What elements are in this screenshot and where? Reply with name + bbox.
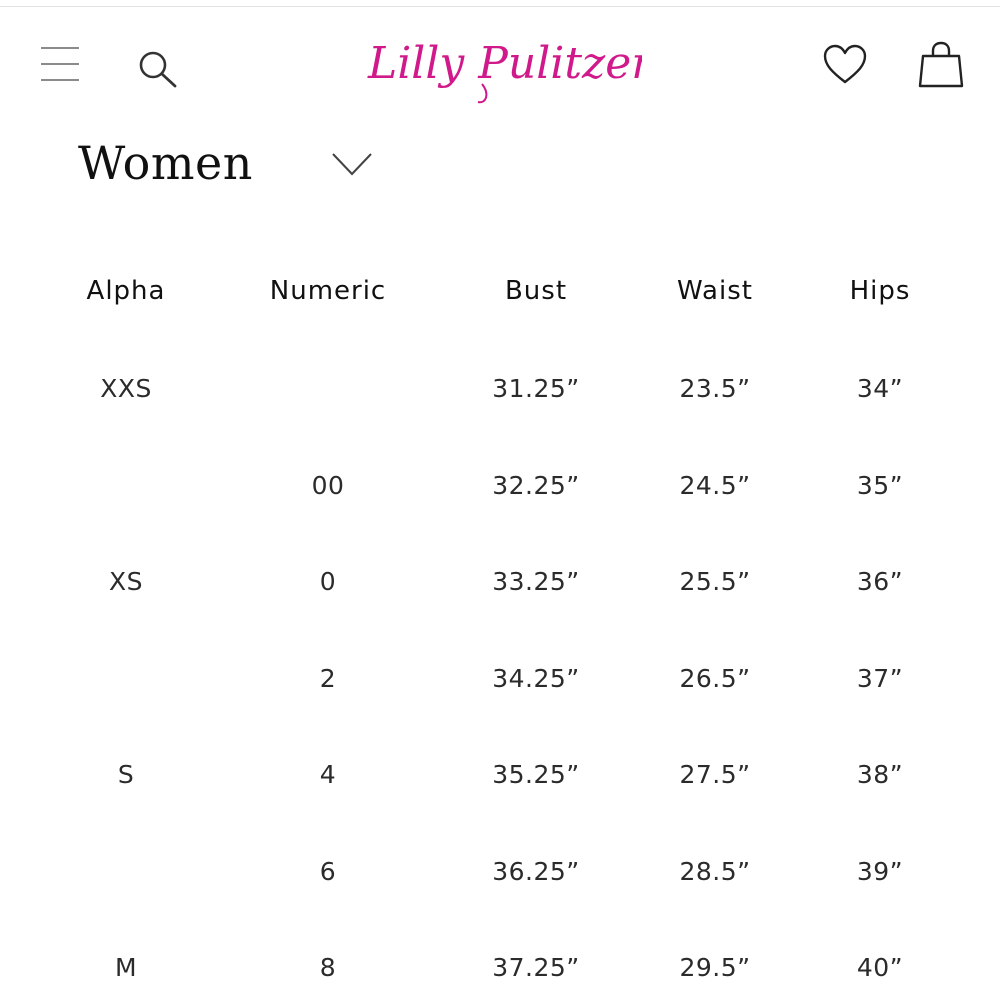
table-row (0, 760, 1000, 857)
cell-waist: 23.5” (679, 374, 751, 403)
table-row (0, 664, 1000, 761)
table-row (0, 857, 1000, 954)
hamburger-menu-icon (36, 42, 84, 84)
top-divider (0, 6, 1000, 7)
cell-waist: 29.5” (679, 953, 751, 982)
table-body (0, 374, 1000, 1000)
cell-numeric: 0 (319, 567, 337, 596)
cell-waist: 28.5” (679, 856, 751, 886)
cell-numeric: 4 (319, 760, 337, 789)
shopping-bag-icon (914, 40, 968, 90)
cell-bust: 31.25” (492, 374, 580, 403)
cell-waist: 25.5” (679, 567, 751, 596)
brand-logo[interactable] (362, 24, 642, 108)
cell-hips: 35” (856, 470, 904, 500)
cell-waist: 24.5” (679, 470, 751, 500)
cell-hips: 34” (856, 374, 904, 403)
cell-bust: 32.25” (492, 470, 580, 500)
cell-alpha: XS (109, 567, 143, 596)
cell-bust: 35.25” (492, 760, 580, 789)
table-row (0, 471, 1000, 568)
cell-hips: 38” (856, 760, 904, 789)
cell-bust: 37.25” (492, 953, 580, 982)
cell-numeric: 6 (319, 856, 337, 886)
size-chart-table (0, 254, 1000, 982)
column-header-bust: Bust (504, 276, 568, 306)
column-header-numeric: Numeric (269, 276, 387, 306)
cell-waist: 27.5” (679, 760, 751, 789)
cell-alpha: M (114, 953, 138, 982)
table-row (0, 953, 1000, 1000)
cell-bust: 36.25” (492, 856, 580, 886)
cell-hips: 36” (856, 567, 904, 596)
column-header-alpha: Alpha (86, 276, 166, 306)
search-icon (133, 46, 183, 92)
column-header-waist: Waist (677, 276, 753, 306)
cell-hips: 39” (856, 856, 904, 886)
cell-alpha: S (117, 760, 135, 789)
shopping-bag-button[interactable] (914, 40, 968, 90)
category-label: Women (78, 136, 253, 190)
cell-hips: 37” (856, 663, 904, 693)
brand-logo-text: Lilly Pulitzer (368, 38, 642, 89)
cell-numeric: 8 (319, 953, 337, 982)
cell-numeric: 00 (311, 470, 345, 500)
wishlist-button[interactable] (820, 42, 870, 88)
cell-bust: 34.25” (492, 663, 580, 693)
category-dropdown[interactable] (78, 130, 378, 200)
heart-icon (820, 42, 870, 88)
cell-hips: 40” (856, 953, 904, 982)
cell-numeric: 2 (319, 663, 337, 693)
search-button[interactable] (133, 46, 183, 92)
table-header-row (0, 254, 1000, 334)
cell-waist: 26.5” (679, 663, 751, 693)
cell-alpha: XXS (100, 374, 152, 403)
chevron-down-icon (330, 150, 374, 178)
table-row (0, 374, 1000, 471)
table-row (0, 567, 1000, 664)
cell-bust: 33.25” (492, 567, 580, 596)
column-header-hips: Hips (849, 276, 911, 306)
menu-button[interactable] (36, 42, 84, 84)
